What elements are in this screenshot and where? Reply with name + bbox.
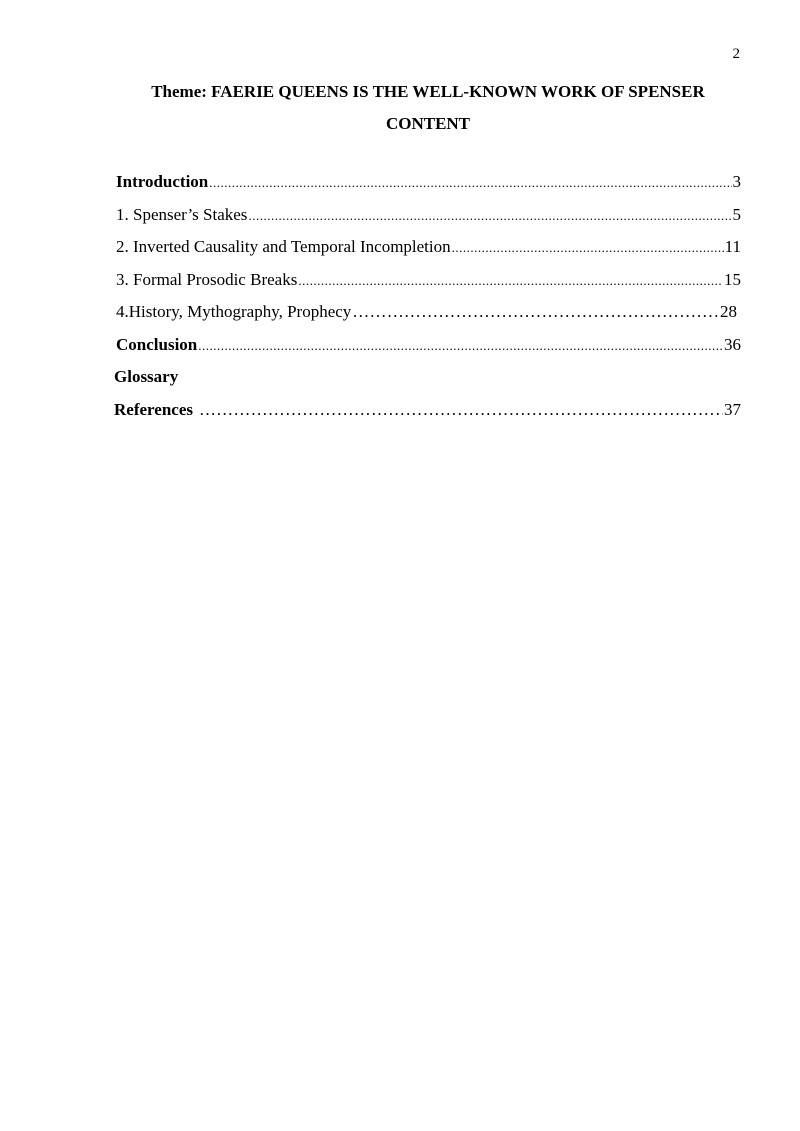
toc-label: Introduction bbox=[116, 172, 209, 191]
title-line-1: Theme: FAERIE QUEENS IS THE WELL-KNOWN WORK OF SPENSER bbox=[151, 82, 705, 101]
toc-entry-conclusion[interactable] bbox=[116, 335, 741, 368]
toc-entry-introduction[interactable] bbox=[116, 172, 741, 205]
dot-leader bbox=[298, 273, 723, 289]
toc-entry-inverted-causality[interactable] bbox=[116, 237, 741, 270]
toc-page-number: 3 bbox=[732, 172, 741, 191]
title-line-2: CONTENT bbox=[385, 114, 471, 133]
toc-entry-glossary[interactable] bbox=[114, 367, 741, 400]
toc-label: Glossary bbox=[114, 367, 179, 386]
toc-label: References bbox=[114, 399, 193, 419]
toc-page-number: 36 bbox=[724, 334, 741, 354]
dot-leader bbox=[199, 400, 723, 420]
toc-page-number: 5 bbox=[732, 204, 741, 224]
toc-label: 2. Inverted Causality and Temporal Incompletion bbox=[116, 237, 451, 256]
table-of-contents bbox=[116, 172, 741, 432]
toc-page-number: 37 bbox=[724, 399, 741, 419]
dot-leader bbox=[352, 302, 719, 322]
dot-leader bbox=[452, 240, 724, 256]
toc-label: Conclusion bbox=[116, 334, 198, 354]
toc-label: 3. Formal Prosodic Breaks bbox=[116, 269, 298, 289]
dot-leader bbox=[198, 338, 723, 354]
toc-page-number: 15 bbox=[724, 269, 741, 289]
toc-page-number: 28 bbox=[720, 302, 737, 321]
toc-entry-history-mythography[interactable] bbox=[116, 302, 741, 335]
dot-leader bbox=[248, 208, 731, 224]
toc-label: 1. Spenser’s Stakes bbox=[116, 204, 248, 224]
toc-page-number: 11 bbox=[724, 237, 741, 256]
toc-label: 4.History, Mythography, Prophecy bbox=[116, 302, 352, 321]
page-title bbox=[100, 76, 756, 140]
toc-entry-formal-prosodic-breaks[interactable] bbox=[116, 270, 741, 303]
dot-leader bbox=[209, 175, 731, 191]
page-number: 2 bbox=[732, 46, 740, 62]
toc-entry-spensers-stakes[interactable] bbox=[116, 205, 741, 238]
toc-entry-references[interactable] bbox=[114, 400, 741, 433]
